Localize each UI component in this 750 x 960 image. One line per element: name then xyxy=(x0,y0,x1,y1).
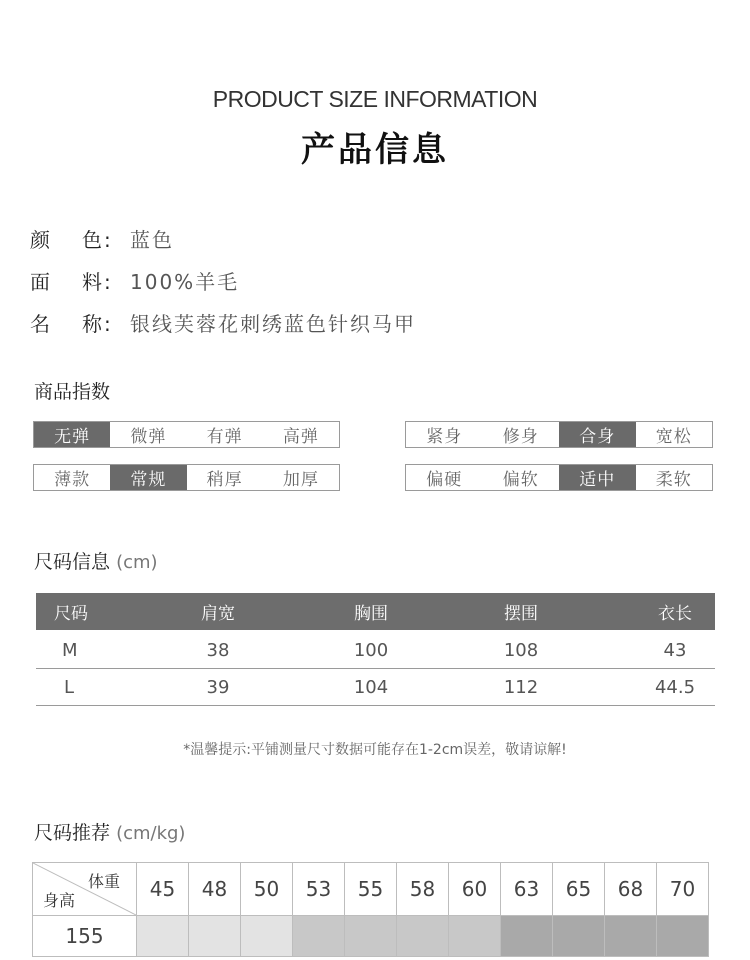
shade-cell xyxy=(605,916,657,957)
size-info-title xyxy=(34,547,158,574)
fit-option: 宽松 xyxy=(655,427,692,447)
row-hem: 112 xyxy=(503,676,539,698)
shade-cell xyxy=(137,916,189,957)
weight-row xyxy=(33,863,709,916)
thickness-option: 常规 xyxy=(110,465,186,490)
info-value-color: 蓝色 xyxy=(130,228,174,252)
row-shoulder: 39 xyxy=(206,676,230,698)
shade-cell xyxy=(189,916,241,957)
recommend-title-text: 尺码推荐 xyxy=(34,822,111,844)
info-label: 颜 色: xyxy=(30,228,113,252)
thickness-option: 稍厚 xyxy=(206,470,243,490)
fit-bar xyxy=(405,421,713,448)
header-chest: 胸围 xyxy=(354,604,388,624)
weight-cell: 58 xyxy=(397,863,449,916)
weight-cell: 65 xyxy=(553,863,605,916)
shade-cell xyxy=(449,916,501,957)
weight-cell: 55 xyxy=(345,863,397,916)
weight-cell: 63 xyxy=(501,863,553,916)
softness-option: 柔软 xyxy=(655,470,692,490)
chinese-title: 产品信息 xyxy=(301,130,449,170)
elasticity-option: 微弹 xyxy=(130,427,167,447)
softness-option: 偏软 xyxy=(502,470,539,490)
measurement-note: *温馨提示:平铺测量尺寸数据可能存在1-2cm误差，敬请谅解! xyxy=(183,742,567,758)
table-row xyxy=(36,669,715,706)
height-cell: 155 xyxy=(33,916,137,957)
info-label: 面 料: xyxy=(30,270,113,294)
fit-option: 合身 xyxy=(559,422,636,447)
weight-cell: 50 xyxy=(241,863,293,916)
shade-cell xyxy=(345,916,397,957)
info-row-name xyxy=(30,308,416,337)
header-hem: 摆围 xyxy=(504,604,538,624)
info-value-material: 100%羊毛 xyxy=(130,270,240,294)
thickness-option: 薄款 xyxy=(54,470,91,490)
fit-option: 修身 xyxy=(502,427,539,447)
row-chest: 104 xyxy=(353,676,389,698)
thickness-bar xyxy=(33,464,340,491)
info-row-color xyxy=(30,224,174,253)
header-length: 衣长 xyxy=(658,604,692,624)
size-recommend-table xyxy=(32,862,709,957)
row-length: 43 xyxy=(663,639,687,661)
shade-cell xyxy=(553,916,605,957)
header-shoulder: 肩宽 xyxy=(201,604,235,624)
weight-label: 体重 xyxy=(87,872,120,891)
shade-cell xyxy=(293,916,345,957)
size-info-unit: (cm) xyxy=(116,552,158,573)
elasticity-option: 无弹 xyxy=(34,422,110,447)
weight-cell: 60 xyxy=(449,863,501,916)
index-section-title: 商品指数 xyxy=(34,381,111,403)
elasticity-option: 高弹 xyxy=(282,427,319,447)
weight-cell: 45 xyxy=(137,863,189,916)
weight-cell: 48 xyxy=(189,863,241,916)
info-row-material xyxy=(30,266,239,295)
recommend-title xyxy=(34,818,185,845)
info-value-name: 银线芙蓉花刺绣蓝色针织马甲 xyxy=(130,312,416,336)
row-chest: 100 xyxy=(353,639,389,661)
elasticity-bar xyxy=(33,421,340,448)
row-shoulder: 38 xyxy=(206,639,230,661)
height-row-155 xyxy=(33,916,709,957)
elasticity-option: 有弹 xyxy=(206,427,243,447)
thickness-option: 加厚 xyxy=(282,470,319,490)
shade-cell xyxy=(501,916,553,957)
softness-option: 偏硬 xyxy=(426,470,463,490)
weight-cell: 70 xyxy=(657,863,709,916)
row-size: M xyxy=(62,639,78,661)
shade-cell xyxy=(241,916,293,957)
weight-cell: 53 xyxy=(293,863,345,916)
recommend-unit: (cm/kg) xyxy=(116,823,186,844)
info-label: 名 称: xyxy=(30,312,113,336)
height-label: 身高 xyxy=(43,891,76,910)
shade-cell xyxy=(657,916,709,957)
shade-cell xyxy=(397,916,449,957)
size-info-title-text: 尺码信息 xyxy=(34,551,111,573)
fit-option: 紧身 xyxy=(426,427,463,447)
table-row xyxy=(36,632,715,669)
weight-cell: 68 xyxy=(605,863,657,916)
english-title: PRODUCT SIZE INFORMATION xyxy=(212,86,538,112)
corner-cell xyxy=(33,863,137,916)
softness-bar xyxy=(405,464,713,491)
size-table-header xyxy=(36,593,715,630)
row-length: 44.5 xyxy=(654,676,696,698)
row-size: L xyxy=(64,676,75,698)
row-hem: 108 xyxy=(503,639,539,661)
softness-option: 适中 xyxy=(559,465,636,490)
header-size: 尺码 xyxy=(54,604,88,624)
